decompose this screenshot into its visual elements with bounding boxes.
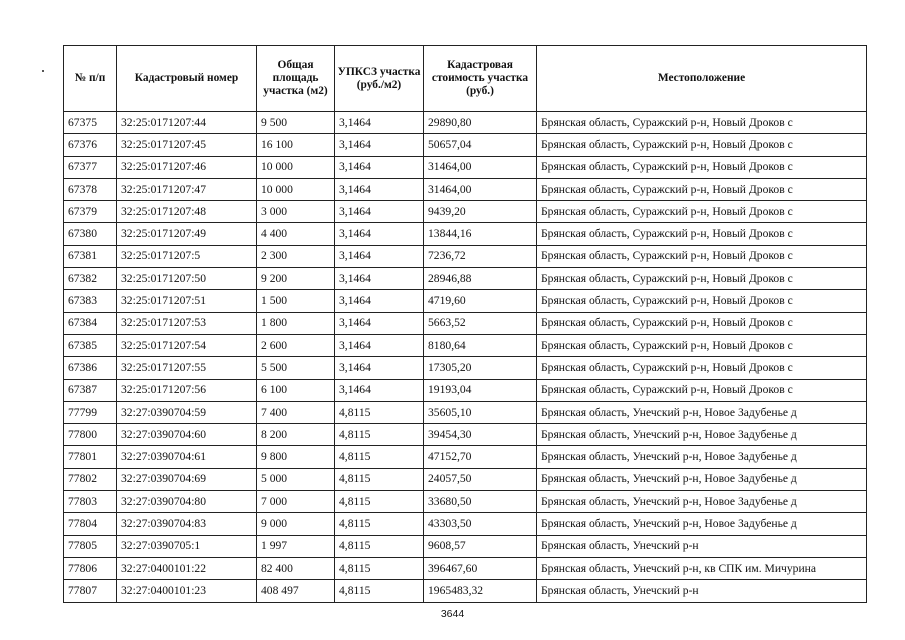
header-area: Общая площадь участка (м2) <box>257 46 335 112</box>
cell-upksz: 3,1464 <box>335 312 424 334</box>
cell-cadastral-value: 31464,00 <box>424 156 537 178</box>
table-row <box>64 156 867 178</box>
header-num: № п/п <box>64 46 117 112</box>
cell-cadastral-value: 4719,60 <box>424 290 537 312</box>
cell-upksz: 4,8115 <box>335 580 424 602</box>
cell-cadastral-number: 32:27:0390704:61 <box>117 446 257 468</box>
cell-num: 67383 <box>64 290 117 312</box>
cell-num: 77799 <box>64 401 117 423</box>
cell-location: Брянская область, Суражский р-н, Новый Дроков с <box>537 201 867 223</box>
table-row <box>64 178 867 200</box>
cell-cadastral-number: 32:27:0390704:59 <box>117 401 257 423</box>
cell-cadastral-value: 33680,50 <box>424 491 537 513</box>
cell-cadastral-value: 17305,20 <box>424 357 537 379</box>
cell-location: Брянская область, Унечский р-н <box>537 535 867 557</box>
cell-cadastral-value: 7236,72 <box>424 245 537 267</box>
table-row <box>64 535 867 557</box>
cadastral-value-table <box>63 45 867 603</box>
cell-location: Брянская область, Суражский р-н, Новый Дроков с <box>537 134 867 156</box>
cell-num: 67382 <box>64 268 117 290</box>
cell-location: Брянская область, Суражский р-н, Новый Дроков с <box>537 178 867 200</box>
cell-cadastral-value: 19193,04 <box>424 379 537 401</box>
cell-cadastral-number: 32:27:0390705:1 <box>117 535 257 557</box>
cell-upksz: 3,1464 <box>335 112 424 134</box>
cell-upksz: 4,8115 <box>335 468 424 490</box>
cell-area: 5 500 <box>257 357 335 379</box>
cell-location: Брянская область, Суражский р-н, Новый Дроков с <box>537 223 867 245</box>
table-row <box>64 401 867 423</box>
cell-location: Брянская область, Унечский р-н, Новое Задубенье д <box>537 513 867 535</box>
cell-cadastral-number: 32:25:0171207:54 <box>117 334 257 356</box>
cell-location: Брянская область, Унечский р-н, Новое Задубенье д <box>537 468 867 490</box>
cell-cadastral-value: 8180,64 <box>424 334 537 356</box>
cell-cadastral-number: 32:27:0390704:80 <box>117 491 257 513</box>
cell-upksz: 3,1464 <box>335 156 424 178</box>
page-number: 3644 <box>440 608 465 620</box>
cell-cadastral-number: 32:25:0171207:51 <box>117 290 257 312</box>
cell-area: 2 300 <box>257 245 335 267</box>
cell-cadastral-value: 29890,80 <box>424 112 537 134</box>
cell-location: Брянская область, Суражский р-н, Новый Дроков с <box>537 357 867 379</box>
cell-cadastral-value: 9439,20 <box>424 201 537 223</box>
table-row <box>64 446 867 468</box>
cell-cadastral-number: 32:25:0171207:47 <box>117 178 257 200</box>
header-upksz: УПКСЗ участка (руб./м2) <box>335 46 424 112</box>
cell-upksz: 4,8115 <box>335 424 424 446</box>
cell-location: Брянская область, Унечский р-н, Новое Задубенье д <box>537 401 867 423</box>
cell-cadastral-value: 9608,57 <box>424 535 537 557</box>
cell-area: 1 800 <box>257 312 335 334</box>
table-row <box>64 513 867 535</box>
table-row <box>64 245 867 267</box>
cell-location: Брянская область, Унечский р-н, Новое Задубенье д <box>537 446 867 468</box>
cell-location: Брянская область, Унечский р-н <box>537 580 867 602</box>
table-row <box>64 223 867 245</box>
header-cadastral-number: Кадастровый номер <box>117 46 257 112</box>
cell-area: 9 500 <box>257 112 335 134</box>
table-row <box>64 201 867 223</box>
cell-cadastral-value: 50657,04 <box>424 134 537 156</box>
cell-upksz: 3,1464 <box>335 201 424 223</box>
table-row <box>64 268 867 290</box>
cell-upksz: 3,1464 <box>335 223 424 245</box>
table-row <box>64 134 867 156</box>
table-row <box>64 357 867 379</box>
cell-num: 67381 <box>64 245 117 267</box>
cell-cadastral-number: 32:25:0171207:56 <box>117 379 257 401</box>
cell-area: 4 400 <box>257 223 335 245</box>
cell-area: 1 997 <box>257 535 335 557</box>
cell-num: 77806 <box>64 557 117 579</box>
cell-area: 10 000 <box>257 178 335 200</box>
cell-location: Брянская область, Суражский р-н, Новый Дроков с <box>537 379 867 401</box>
cell-upksz: 4,8115 <box>335 401 424 423</box>
cell-cadastral-number: 32:25:0171207:49 <box>117 223 257 245</box>
table-header-row <box>64 46 867 112</box>
header-cadastral-value: Кадастровая стоимость участка (руб.) <box>424 46 537 112</box>
cell-num: 67384 <box>64 312 117 334</box>
cell-cadastral-number: 32:27:0390704:60 <box>117 424 257 446</box>
cell-upksz: 4,8115 <box>335 491 424 513</box>
cell-location: Брянская область, Унечский р-н, Новое Задубенье д <box>537 424 867 446</box>
table-row <box>64 290 867 312</box>
table-row <box>64 334 867 356</box>
scan-speck <box>42 70 44 72</box>
cell-num: 67385 <box>64 334 117 356</box>
cell-upksz: 3,1464 <box>335 379 424 401</box>
cell-upksz: 4,8115 <box>335 446 424 468</box>
cell-location: Брянская область, Суражский р-н, Новый Дроков с <box>537 156 867 178</box>
cell-area: 8 200 <box>257 424 335 446</box>
cell-num: 67379 <box>64 201 117 223</box>
cell-upksz: 3,1464 <box>335 334 424 356</box>
cell-num: 77807 <box>64 580 117 602</box>
cell-upksz: 4,8115 <box>335 557 424 579</box>
cell-num: 77805 <box>64 535 117 557</box>
cell-cadastral-number: 32:25:0171207:55 <box>117 357 257 379</box>
cell-cadastral-value: 35605,10 <box>424 401 537 423</box>
cell-upksz: 3,1464 <box>335 357 424 379</box>
cell-cadastral-number: 32:25:0171207:5 <box>117 245 257 267</box>
cell-area: 5 000 <box>257 468 335 490</box>
cell-cadastral-number: 32:25:0171207:50 <box>117 268 257 290</box>
cell-num: 77804 <box>64 513 117 535</box>
cell-num: 67375 <box>64 112 117 134</box>
cell-location: Брянская область, Суражский р-н, Новый Дроков с <box>537 312 867 334</box>
cell-area: 408 497 <box>257 580 335 602</box>
cell-upksz: 3,1464 <box>335 290 424 312</box>
cell-upksz: 3,1464 <box>335 134 424 156</box>
cell-cadastral-number: 32:27:0400101:23 <box>117 580 257 602</box>
cell-cadastral-value: 39454,30 <box>424 424 537 446</box>
table-row <box>64 557 867 579</box>
cell-cadastral-number: 32:25:0171207:45 <box>117 134 257 156</box>
cell-area: 9 200 <box>257 268 335 290</box>
cell-location: Брянская область, Унечский р-н, Новое Задубенье д <box>537 491 867 513</box>
cell-cadastral-value: 43303,50 <box>424 513 537 535</box>
cell-area: 3 000 <box>257 201 335 223</box>
header-location: Местоположение <box>537 46 867 112</box>
cell-cadastral-value: 13844,16 <box>424 223 537 245</box>
cell-num: 67378 <box>64 178 117 200</box>
cell-cadastral-value: 5663,52 <box>424 312 537 334</box>
table-row <box>64 468 867 490</box>
cell-cadastral-number: 32:25:0171207:44 <box>117 112 257 134</box>
cell-num: 77803 <box>64 491 117 513</box>
cell-num: 67380 <box>64 223 117 245</box>
cell-num: 77800 <box>64 424 117 446</box>
cell-cadastral-number: 32:25:0171207:53 <box>117 312 257 334</box>
cell-num: 67387 <box>64 379 117 401</box>
cell-upksz: 4,8115 <box>335 513 424 535</box>
table-row <box>64 424 867 446</box>
cell-area: 7 400 <box>257 401 335 423</box>
cell-location: Брянская область, Суражский р-н, Новый Дроков с <box>537 268 867 290</box>
cell-location: Брянская область, Унечский р-н, кв СПК им. Мичурина <box>537 557 867 579</box>
cell-area: 6 100 <box>257 379 335 401</box>
cell-upksz: 4,8115 <box>335 535 424 557</box>
table-body <box>64 112 867 603</box>
cell-area: 2 600 <box>257 334 335 356</box>
cell-num: 77801 <box>64 446 117 468</box>
cell-num: 67377 <box>64 156 117 178</box>
cell-cadastral-number: 32:27:0400101:22 <box>117 557 257 579</box>
table-row <box>64 491 867 513</box>
table-row <box>64 580 867 602</box>
cell-location: Брянская область, Суражский р-н, Новый Дроков с <box>537 290 867 312</box>
cell-cadastral-value: 1965483,32 <box>424 580 537 602</box>
cell-cadastral-number: 32:25:0171207:46 <box>117 156 257 178</box>
cell-num: 77802 <box>64 468 117 490</box>
cell-cadastral-number: 32:27:0390704:83 <box>117 513 257 535</box>
table-row <box>64 312 867 334</box>
cell-cadastral-value: 47152,70 <box>424 446 537 468</box>
cell-cadastral-value: 31464,00 <box>424 178 537 200</box>
cell-area: 1 500 <box>257 290 335 312</box>
cell-area: 9 800 <box>257 446 335 468</box>
cell-area: 10 000 <box>257 156 335 178</box>
cell-area: 16 100 <box>257 134 335 156</box>
cell-cadastral-number: 32:25:0171207:48 <box>117 201 257 223</box>
cell-cadastral-value: 28946,88 <box>424 268 537 290</box>
cell-upksz: 3,1464 <box>335 178 424 200</box>
table-row <box>64 379 867 401</box>
cell-num: 67376 <box>64 134 117 156</box>
cell-location: Брянская область, Суражский р-н, Новый Дроков с <box>537 112 867 134</box>
cell-cadastral-value: 24057,50 <box>424 468 537 490</box>
cell-area: 82 400 <box>257 557 335 579</box>
cell-location: Брянская область, Суражский р-н, Новый Дроков с <box>537 334 867 356</box>
cell-num: 67386 <box>64 357 117 379</box>
cell-area: 7 000 <box>257 491 335 513</box>
cell-location: Брянская область, Суражский р-н, Новый Дроков с <box>537 245 867 267</box>
cell-upksz: 3,1464 <box>335 268 424 290</box>
cell-upksz: 3,1464 <box>335 245 424 267</box>
table-row <box>64 112 867 134</box>
cell-area: 9 000 <box>257 513 335 535</box>
cell-cadastral-value: 396467,60 <box>424 557 537 579</box>
cell-cadastral-number: 32:27:0390704:69 <box>117 468 257 490</box>
